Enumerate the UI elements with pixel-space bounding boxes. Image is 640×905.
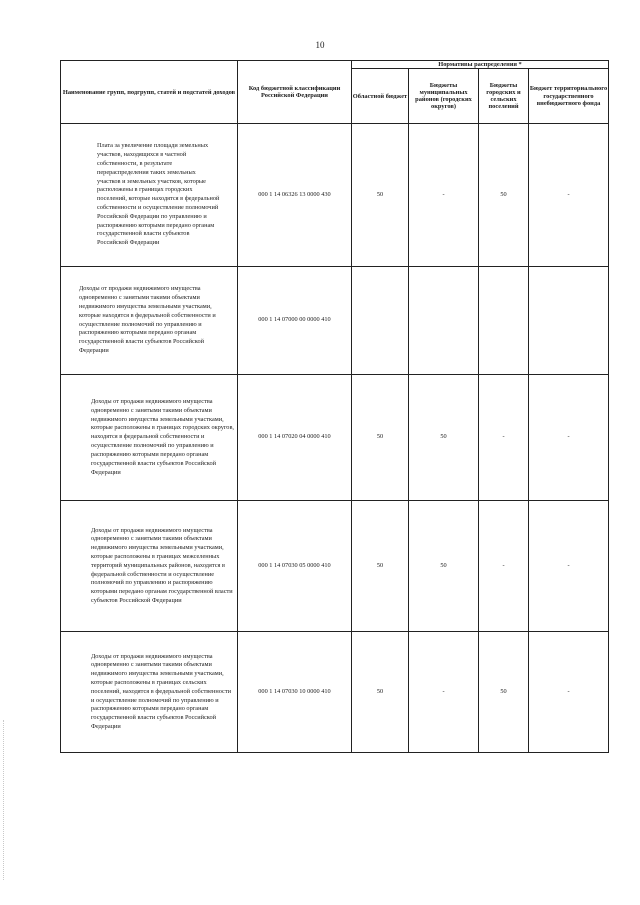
row-settlements: 50 <box>479 124 529 267</box>
page-number: 10 <box>315 40 325 50</box>
row-fund <box>529 267 609 375</box>
header-municipal: Бюджеты муниципальных районов (городских округов) <box>409 69 479 124</box>
row-name-cell <box>61 267 238 375</box>
header-norms: Нормативы распределения * <box>352 61 609 69</box>
header-code: Код бюджетной классификации Российской Федерации <box>238 61 352 124</box>
row-regional <box>352 267 409 375</box>
row-municipal: - <box>409 632 479 753</box>
row-code: 000 1 14 07020 04 0000 410 <box>238 375 352 501</box>
row-name: Доходы от продажи недвижимого имущества одновременно с занятыми такими объектами недвижимого имущества земельными участками, которые расположены в границах сельских поселений, находятся в федеральной собственности и осуществление полномочий по управлению и распоряжению которыми передано органам государственной власти субъектов Российской Федерации <box>91 652 231 731</box>
row-code: 000 1 14 07030 05 0000 410 <box>238 501 352 632</box>
income-distribution-table <box>60 60 609 753</box>
header-name: Наименование групп, подгрупп, статей и подстатей доходов <box>61 61 238 124</box>
row-regional: 50 <box>352 124 409 267</box>
row-settlements <box>479 267 529 375</box>
row-municipal: 50 <box>409 501 479 632</box>
table-row <box>61 375 609 501</box>
row-settlements: 50 <box>479 632 529 753</box>
row-fund: - <box>529 501 609 632</box>
row-name-cell <box>61 501 238 632</box>
table-row <box>61 124 609 267</box>
row-name: Плата за увеличение площади земельных участков, находящихся в частной собственности, в результате перераспределения таких земельных участков и земельных участков, которые расположены в границах городских поселений, которые находятся в федеральной собственности и осуществление полномочий Российской Федерации по управлению и распоряжению которыми передано органам государственной власти субъектов Российской Федерации <box>97 142 220 247</box>
row-name-cell <box>61 124 238 267</box>
row-fund: - <box>529 124 609 267</box>
header-regional: Областной бюджет <box>352 69 409 124</box>
row-municipal: 50 <box>409 375 479 501</box>
row-code: 000 1 14 07000 00 0000 410 <box>238 267 352 375</box>
row-settlements: - <box>479 375 529 501</box>
row-regional: 50 <box>352 501 409 632</box>
row-name: Доходы от продажи недвижимого имущества одновременно с занятыми такими объектами недвижимого имущества земельными участками, которые расположены в границах межселенных территорий муниципальных районов, находятся в федеральной собственности и осуществление полномочий по управлению и распоряжению которыми передано органам государственной власти субъектов Российской Федерации <box>91 526 233 605</box>
row-fund: - <box>529 375 609 501</box>
row-municipal: - <box>409 124 479 267</box>
row-code: 000 1 14 06326 13 0000 430 <box>238 124 352 267</box>
row-name-cell <box>61 632 238 753</box>
table-row <box>61 267 609 375</box>
row-name: Доходы от продажи недвижимого имущества одновременно с занятыми такими объектами недвижимого имущества земельными участками, которые расположены в границах городских округов, находятся в федеральной собственности и осуществление полномочий по управлению и распоряжению которыми передано органам государственной власти субъектов Российской Федерации <box>91 398 234 476</box>
row-regional: 50 <box>352 632 409 753</box>
header-fund: Бюджет территориального государственного внебюджетного фонда <box>529 69 609 124</box>
header-settlements: Бюджеты городских и сельских поселений <box>479 69 529 124</box>
row-code: 000 1 14 07030 10 0000 410 <box>238 632 352 753</box>
row-municipal <box>409 267 479 375</box>
table-row <box>61 632 609 753</box>
row-fund: - <box>529 632 609 753</box>
row-name-cell <box>61 375 238 501</box>
table-row <box>61 501 609 632</box>
row-name: Доходы от продажи недвижимого имущества одновременно с занятыми такими объектами недвижимого имущества земельными участками, которые находятся в федеральной собственности и осуществление полномочий по управлению и распоряжению которыми передано органам государственной власти субъектов Российской Федерации <box>79 285 216 355</box>
row-settlements: - <box>479 501 529 632</box>
scan-margin-marks <box>3 720 6 880</box>
row-regional: 50 <box>352 375 409 501</box>
